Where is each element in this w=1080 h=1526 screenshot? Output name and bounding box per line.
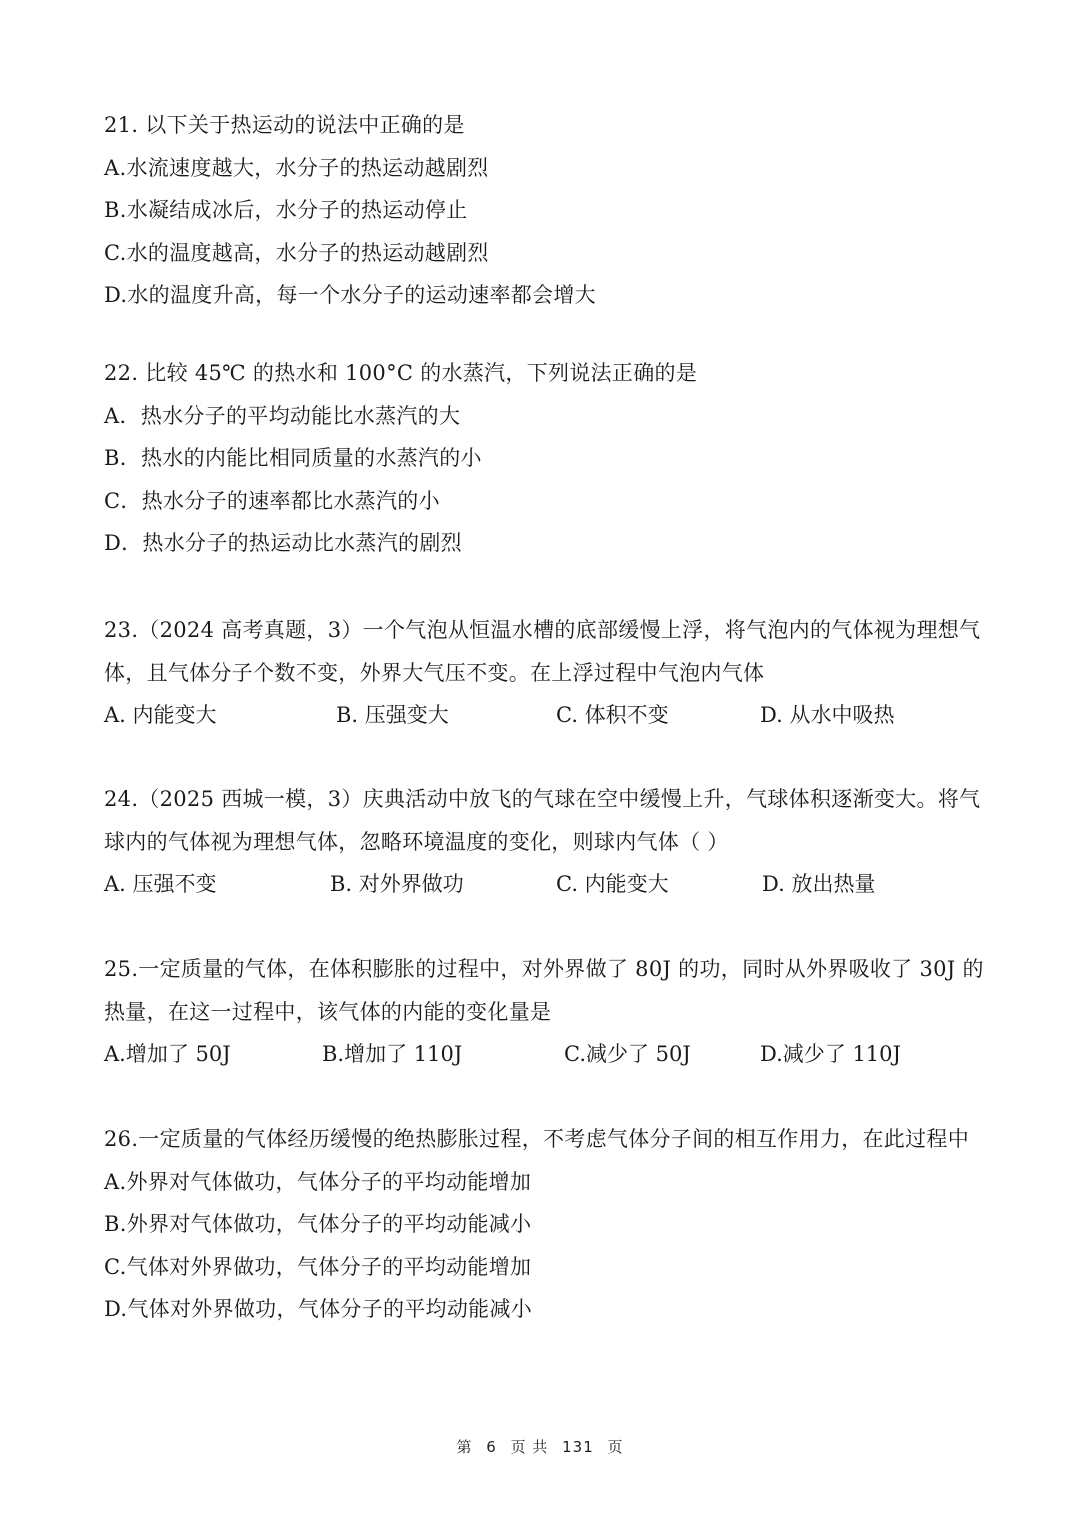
question-21 (104, 104, 984, 317)
option-a: A.水流速度越大，水分子的热运动越剧烈 (104, 155, 489, 180)
question-stem-line-1: 24.（2025 西城一模，3）庆典活动中放飞的气球在空中缓慢上升，气球体积逐渐变大。将气 (104, 787, 981, 811)
option-c: C.水的温度越高，水分子的热运动越剧烈 (104, 240, 489, 265)
question-stem: 26.一定质量的气体经历缓慢的绝热膨胀过程，不考虑气体分子间的相互作用力，在此过程中 (104, 1127, 969, 1151)
question-23 (104, 609, 984, 737)
option-c: C．热水分子的速率都比水蒸汽的小 (104, 488, 440, 513)
question-stem-line-2: 球内的气体视为理想气体，忽略环境温度的变化，则球内气体（ ） (104, 829, 729, 854)
question-26 (104, 1118, 984, 1331)
option-c: C. 体积不变 (556, 703, 669, 727)
option-a: A．热水分子的平均动能比水蒸汽的大 (104, 403, 461, 428)
option-a: A.外界对气体做功，气体分子的平均动能增加 (104, 1169, 532, 1194)
option-b: B.增加了 110J (322, 1042, 463, 1066)
option-a: A. 压强不变 (104, 872, 217, 896)
options-row (104, 1033, 984, 1076)
question-stem: 22. 比较 45℃ 的热水和 100°C 的水蒸汽，下列说法正确的是 (104, 361, 698, 385)
question-25 (104, 948, 984, 1076)
option-c: C. 内能变大 (556, 872, 669, 896)
page-footer (0, 1436, 1080, 1458)
option-a: A.增加了 50J (104, 1042, 231, 1066)
footer-prefix: 第 (456, 1438, 473, 1456)
option-d: D.气体对外界做功，气体分子的平均动能减小 (104, 1297, 533, 1321)
question-stem-line-2: 热量，在这一过程中，该气体的内能的变化量是 (104, 999, 552, 1024)
option-d: D. 放出热量 (762, 872, 876, 896)
total-pages-number: 131 (562, 1438, 594, 1456)
option-d: D．热水分子的热运动比水蒸汽的剧烈 (104, 531, 462, 555)
option-b: B．热水的内能比相同质量的水蒸汽的小 (104, 446, 482, 470)
option-d: D.减少了 110J (760, 1042, 901, 1066)
options-row (104, 863, 984, 906)
question-22 (104, 352, 984, 565)
option-a: A. 内能变大 (104, 703, 217, 727)
option-b: B.水凝结成冰后，水分子的热运动停止 (104, 198, 468, 222)
option-b: B. 对外界做功 (330, 872, 464, 896)
question-stem-line-1: 23.（2024 高考真题，3）一个气泡从恒温水槽的底部缓慢上浮，将气泡内的气体视为理想气 (104, 618, 981, 642)
option-b: B. 压强变大 (336, 703, 449, 727)
current-page-number: 6 (486, 1438, 497, 1456)
footer-suffix: 页 (607, 1438, 624, 1456)
option-c: C.气体对外界做功，气体分子的平均动能增加 (104, 1254, 532, 1279)
option-b: B.外界对气体做功，气体分子的平均动能减小 (104, 1212, 532, 1236)
question-stem-line-1: 25.一定质量的气体，在体积膨胀的过程中，对外界做了 80J 的功，同时从外界吸收了 30J 的 (104, 957, 984, 981)
option-d: D. 从水中吸热 (760, 703, 895, 727)
question-stem-line-2: 体，且气体分子个数不变，外界大气压不变。在上浮过程中气泡内气体 (104, 660, 765, 685)
option-c: C.减少了 50J (564, 1042, 691, 1066)
footer-middle: 页 共 (510, 1438, 549, 1456)
question-stem: 21. 以下关于热运动的说法中正确的是 (104, 113, 465, 137)
question-24 (104, 778, 984, 906)
option-d: D.水的温度升高，每一个水分子的运动速率都会增大 (104, 283, 596, 307)
options-row (104, 694, 984, 737)
